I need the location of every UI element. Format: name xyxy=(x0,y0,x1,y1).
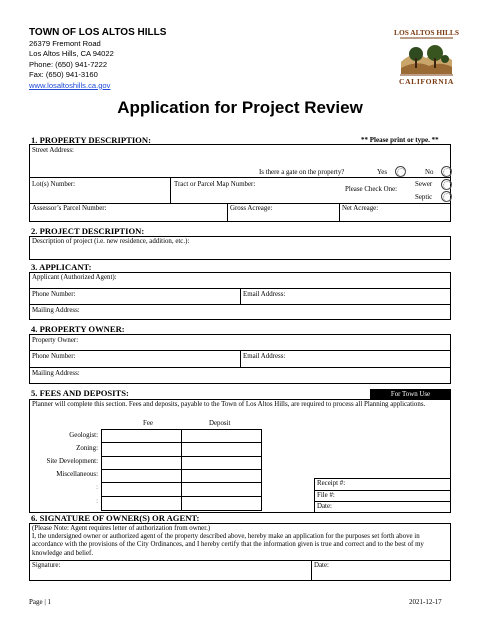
gate-yes-label: Yes xyxy=(377,169,388,176)
rule xyxy=(29,560,451,561)
rule xyxy=(101,496,262,497)
rule xyxy=(101,456,262,457)
applicant-phone-field[interactable]: Phone Number: xyxy=(32,291,76,298)
owner-phone-field[interactable]: Phone Number: xyxy=(32,353,76,360)
rule xyxy=(240,288,241,304)
svg-text:CALIFORNIA: CALIFORNIA xyxy=(399,77,454,86)
project-description-label: Description of project (i.e. new residence, addition, etc.): xyxy=(32,238,190,245)
net-acreage-field[interactable]: Net Acreage: xyxy=(342,205,379,212)
gate-yes-radio[interactable] xyxy=(395,166,406,177)
rule xyxy=(29,177,451,178)
owner-email-field[interactable]: Email Address: xyxy=(243,353,286,360)
applicant-name-field[interactable]: Applicant (Authorized Agent): xyxy=(32,274,117,281)
agent-note: (Please Note: Agent requires letter of authorization from owner.) xyxy=(32,525,211,532)
phone-line: Phone: (650) 941-7222 xyxy=(29,59,108,69)
town-date-field[interactable]: Date: xyxy=(317,503,332,510)
owner-name-field[interactable]: Property Owner: xyxy=(32,337,79,344)
section6-heading: 6. SIGNATURE OF OWNER(S) OR AGENT: xyxy=(31,513,200,523)
section2-heading: 2. PROJECT DESCRIPTION: xyxy=(31,226,145,236)
zoning-label: Zoning: xyxy=(76,445,98,452)
septic-radio[interactable] xyxy=(441,191,452,202)
rule xyxy=(101,469,262,470)
town-address-block xyxy=(29,27,166,91)
rule xyxy=(29,304,451,305)
septic-label: Septic xyxy=(415,194,433,201)
section1-heading: 1. PROPERTY DESCRIPTION: xyxy=(31,135,151,145)
please-check-label: Please Check One: xyxy=(345,186,398,193)
signature-field[interactable]: Signature: xyxy=(32,562,61,569)
fees-instructions: Planner will complete this section. Fees and deposits, payable to the Town of Los Altos Hills, are required to process all Planning applications. xyxy=(32,401,426,408)
miscellaneous-label: Miscellaneous: xyxy=(56,471,98,478)
rule xyxy=(314,501,451,502)
gate-question-label: Is there a gate on the property? xyxy=(259,169,345,176)
street-line: 26379 Fremont Road xyxy=(29,39,101,48)
blank-fee-label: : xyxy=(96,498,98,505)
receipt-field[interactable]: Receipt #: xyxy=(317,480,346,487)
site-development-label: Site Development: xyxy=(46,458,98,465)
town-seal-logo xyxy=(394,26,459,87)
section4-heading: 4. PROPERTY OWNER: xyxy=(31,324,125,334)
signature-date-field[interactable]: Date: xyxy=(314,562,329,569)
deposit-column-header: Deposit xyxy=(209,420,231,427)
website-link[interactable]: www.losaltoshills.ca.gov xyxy=(29,80,111,90)
rule xyxy=(29,367,451,368)
sewer-radio[interactable] xyxy=(441,179,452,190)
section3-heading: 3. APPLICANT: xyxy=(31,262,92,272)
rule xyxy=(170,177,171,203)
file-number-field[interactable]: File #: xyxy=(317,492,335,499)
sewer-label: Sewer xyxy=(415,181,433,188)
applicant-mailing-field[interactable]: Mailing Address: xyxy=(32,307,80,314)
rule xyxy=(101,482,262,483)
rule xyxy=(314,490,451,491)
print-type-note: ** Please print or type. ** xyxy=(361,136,439,144)
rule xyxy=(29,203,451,204)
svg-text:LOS ALTOS HILLS: LOS ALTOS HILLS xyxy=(394,28,459,37)
page-number: Page | 1 xyxy=(29,598,52,606)
form-title: Application for Project Review xyxy=(117,98,363,117)
rule xyxy=(101,442,262,443)
street-address-field[interactable]: Street Address: xyxy=(32,147,74,154)
fax-line: Fax: (650) 941-3160 xyxy=(29,70,98,80)
for-town-use-banner: For Town Use xyxy=(370,389,451,400)
tract-number-field[interactable]: Tract or Parcel Map Number: xyxy=(174,181,256,188)
applicant-email-field[interactable]: Email Address: xyxy=(243,291,286,298)
gross-acreage-field[interactable]: Gross Acreage: xyxy=(230,205,273,212)
gate-no-radio[interactable] xyxy=(441,166,452,177)
city-line: Los Altos Hills, CA 94022 xyxy=(29,49,114,59)
geologist-label: Geologist: xyxy=(69,432,98,439)
gate-no-label: No xyxy=(425,169,434,176)
town-name: TOWN OF LOS ALTOS HILLS xyxy=(29,27,167,38)
apn-field[interactable]: Assessor’s Parcel Number: xyxy=(32,205,107,212)
certification-text: I, the undersigned owner or authorized agent of the property described above, hereby make an application for the purposes set forth above in accordance with the provisions of the City Ordinances, and I hereby certify that the information given is true and correct and to the best of my knowledge and belief. xyxy=(32,533,424,557)
rule xyxy=(311,560,312,581)
fee-column-header: Fee xyxy=(143,420,153,427)
owner-mailing-field[interactable]: Mailing Address: xyxy=(32,370,80,377)
lot-number-field[interactable]: Lot(s) Number: xyxy=(32,181,76,188)
section5-heading: 5. FEES AND DEPOSITS: xyxy=(31,388,129,398)
rule xyxy=(339,203,340,222)
rule xyxy=(227,203,228,222)
rule xyxy=(240,350,241,367)
blank-fee-label: : xyxy=(96,484,98,491)
form-version-date: 2021-12-17 xyxy=(409,598,442,606)
